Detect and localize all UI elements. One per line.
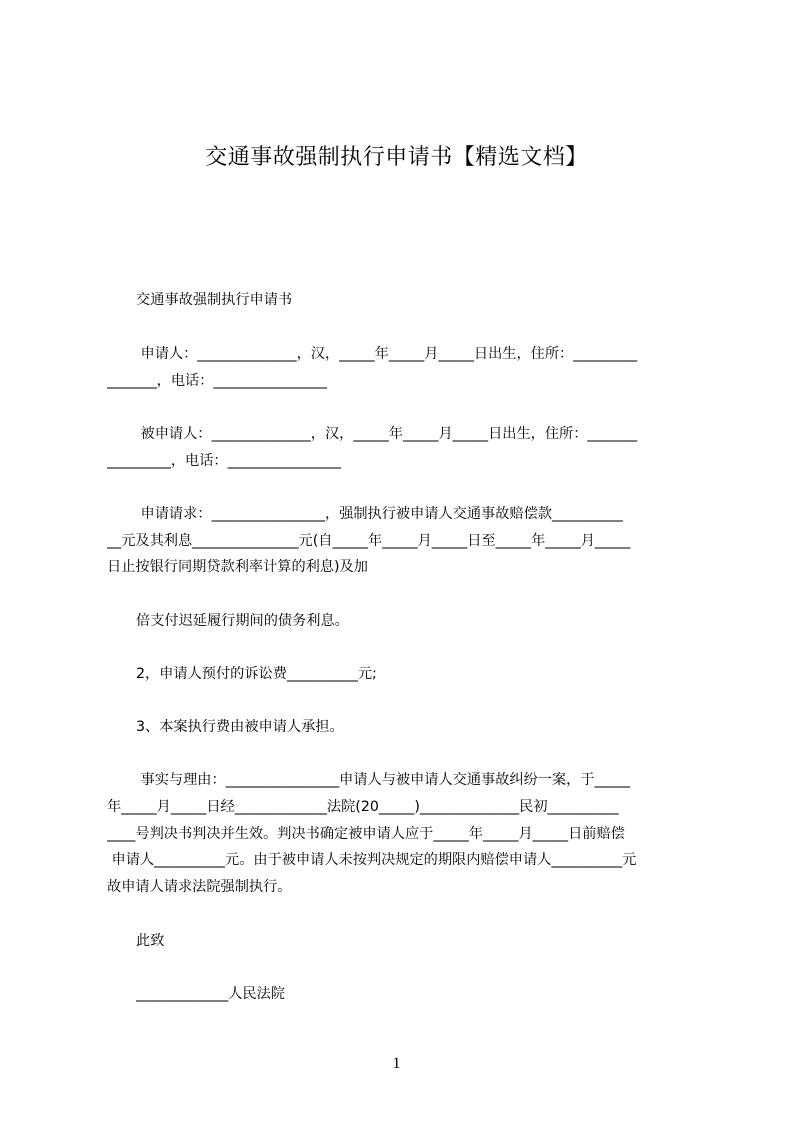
document-title: 交通事故强制执行申请书【精选文档】 bbox=[205, 145, 588, 170]
execution-fee-line: 3、本案执行费由被申请人承担。 bbox=[136, 719, 344, 735]
request-line-4: 倍支付迟延履行期间的债务利息。 bbox=[136, 613, 349, 629]
court-name-line: _____________人民法院 bbox=[136, 986, 285, 1002]
applicant-line-1: 申请人：______________，汉，_____年_____月_____日出生，住所：_________ bbox=[136, 346, 638, 362]
facts-line-4: 申请人__________元。由于被申请人未按判决规定的期限内赔偿申请人__________元 bbox=[107, 852, 637, 868]
facts-line-5: 故申请人请求法院强制执行。 bbox=[107, 879, 292, 895]
request-line-2: __元及其利息_______________元(自_____年_____月_____日至_____年_____月_____ bbox=[107, 533, 631, 549]
facts-line-2: 年_____月_____日经_____________法院(20_____)______________民初__________ bbox=[107, 799, 619, 815]
section-heading: 交通事故强制执行申请书 bbox=[136, 292, 293, 308]
facts-line-1: 事实与理由：________________申请人与被申请人交通事故纠纷一案，于_____ bbox=[136, 772, 630, 788]
request-line-1: 申请请求：________________，强制执行被申请人交通事故赔偿款__________ bbox=[136, 506, 623, 522]
request-line-3: 日止按银行同期贷款利率计算的利息)及加 bbox=[107, 559, 368, 575]
litigation-fee-line: 2，申请人预付的诉讼费__________元; bbox=[136, 666, 377, 682]
closing-salutation: 此致 bbox=[136, 933, 165, 949]
facts-line-3: ____号判决书判决并生效。判决书确定被申请人应于_____年_____月_____日前赔偿 bbox=[107, 826, 625, 842]
respondent-line-1: 被申请人：______________，汉，_____年_____月_____日出生，住所：_______ bbox=[136, 426, 638, 442]
applicant-line-2: _______，电话：________________ bbox=[107, 373, 327, 389]
page-number: 1 bbox=[392, 1055, 401, 1072]
respondent-line-2: _________，电话：________________ bbox=[107, 453, 342, 469]
